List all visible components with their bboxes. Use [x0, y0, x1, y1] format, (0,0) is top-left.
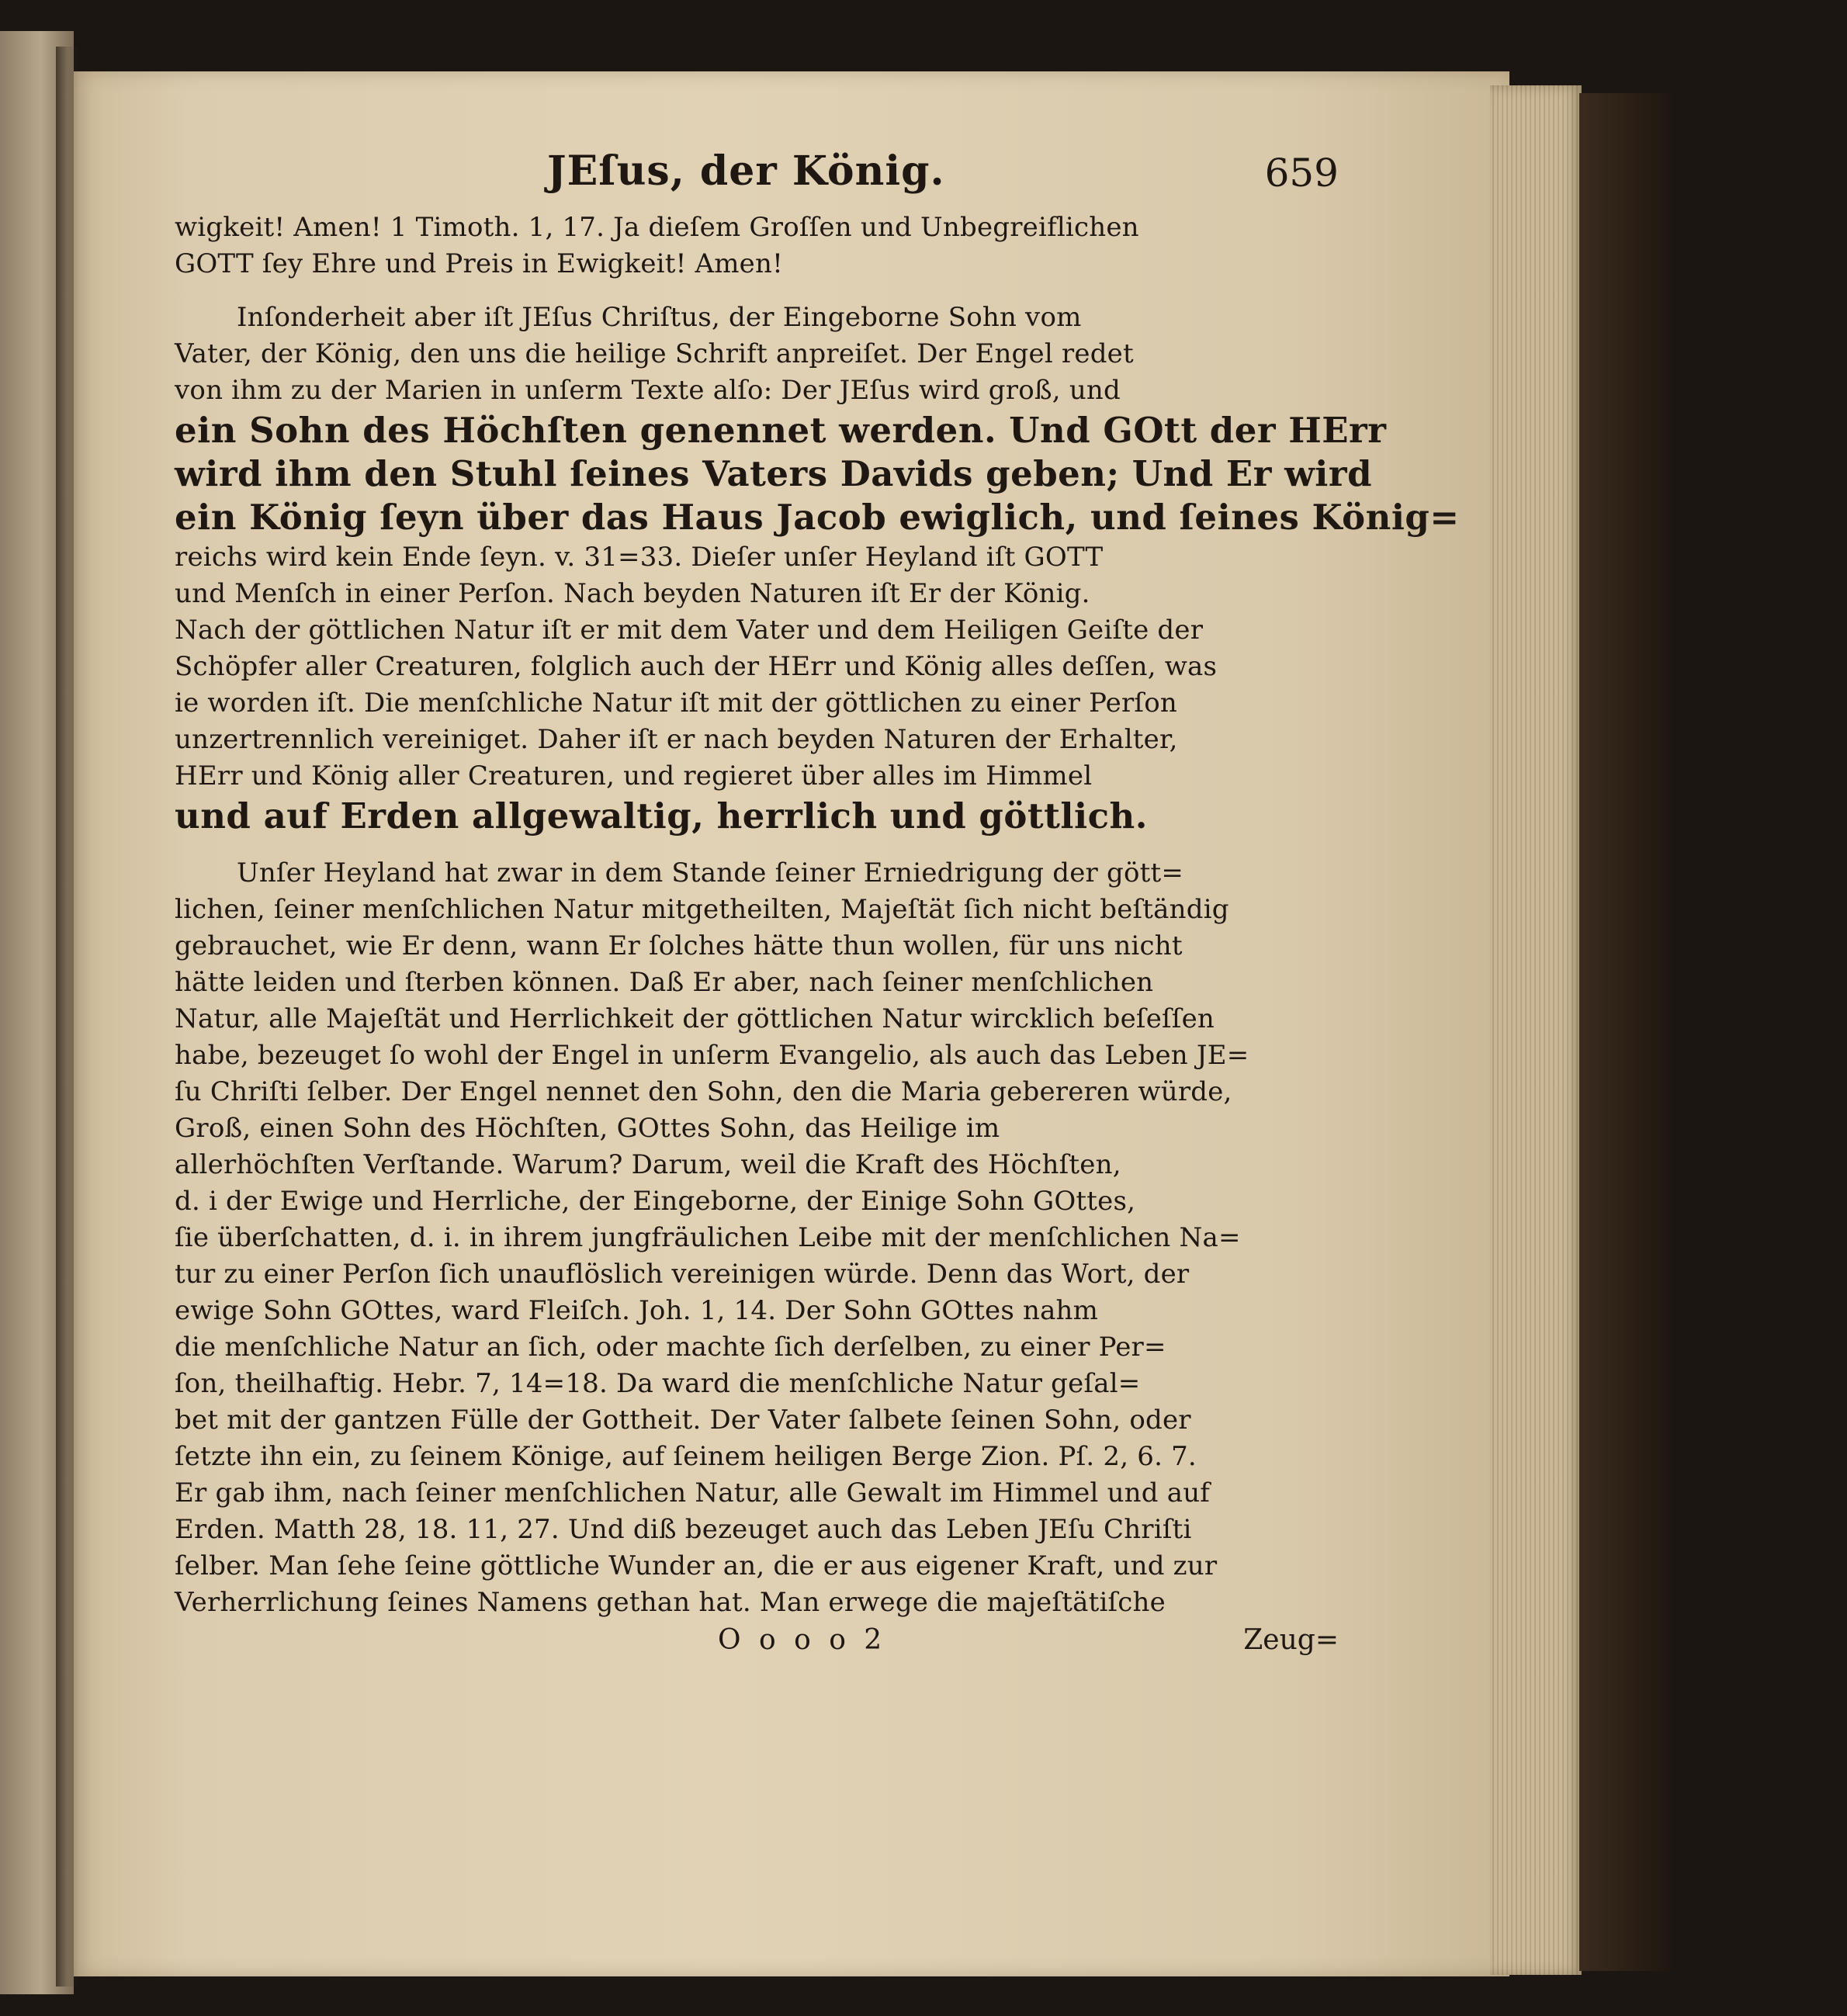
text-line: und Menſch in einer Perſon. Nach beyden Naturen iſt Er der König. — [175, 578, 1090, 609]
text-line: Unſer Heyland hat zwar in dem Stande ſeiner Erniedrigung der gött= — [237, 857, 1184, 888]
paragraph-gap — [175, 838, 1354, 855]
text-line: Nach der göttlichen Natur iſt er mit dem Vater und dem Heiligen Geiſte der — [175, 615, 1204, 646]
text-line: wigkeit! Amen! 1 Timoth. 1, 17. Ja dieſem Groſſen und Unbegreiflichen — [175, 212, 1139, 243]
text-line: allerhöchſten Verſtande. Warum? Darum, weil die Kraft des Höchſten, — [175, 1149, 1121, 1180]
text-line: gebrauchet, wie Er denn, wann Er ſolches hätte thun wollen, für uns nicht — [175, 930, 1183, 961]
text-line: ſie überſchatten, d. i. in ihrem jungfräulichen Leibe mit der menſchlichen Na= — [175, 1222, 1241, 1253]
text-line-emphasis: wird ihm den Stuhl ſeines Vaters Davids geben; Und Er wird — [175, 453, 1373, 494]
text-line: ſon, theilhaftig. Hebr. 7, 14=18. Da ward die menſchliche Natur geſal= — [175, 1368, 1141, 1399]
text-line: hätte leiden und ſterben können. Daß Er aber, nach ſeiner menſchlichen — [175, 967, 1154, 998]
text-line: ſetzte ihn ein, zu ſeinem Könige, auf ſeinem heiligen Berge Zion. Pſ. 2, 6. 7. — [175, 1441, 1197, 1472]
text-line: von ihm zu der Marien in unſerm Texte alſo: Der JEſus wird groß, und — [175, 375, 1121, 406]
text-line: ſu Chriſti ſelber. Der Engel nennet den Sohn, den die Maria gebereren würde, — [175, 1076, 1232, 1107]
text-line: tur zu einer Perſon ſich unauflöslich vereinigen würde. Denn das Wort, der — [175, 1259, 1190, 1290]
paragraph-gap — [175, 282, 1354, 300]
text-line: bet mit der gantzen Fülle der Gottheit. Der Vater ſalbete ſeinen Sohn, oder — [175, 1405, 1191, 1436]
text-line: Groß, einen Sohn des Höchſten, GOttes Sohn, das Heilige im — [175, 1113, 1000, 1144]
text-line-emphasis: ein König ſeyn über das Haus Jacob ewiglich, und ſeines König= — [175, 497, 1460, 538]
page-number: 659 — [1264, 151, 1339, 196]
text-line: unzertrennlich vereiniget. Daher iſt er nach beyden Naturen der Erhalter, — [175, 724, 1178, 755]
text-block — [175, 140, 1460, 1663]
page-edges — [1490, 85, 1582, 1975]
text-line: Verherrlichung ſeines Namens gethan hat. Man erwege die majeſtätiſche — [175, 1587, 1166, 1618]
running-head — [175, 140, 1354, 210]
text-line: ie worden iſt. Die menſchliche Natur iſt mit der göttlichen zu einer Perſon — [175, 688, 1177, 719]
text-line: Erden. Matth 28, 18. 11, 27. Und diß bezeuget auch das Leben JEſu Chriſti — [175, 1514, 1192, 1545]
text-line: die menſchliche Natur an ſich, oder machte ſich derſelben, zu einer Per= — [175, 1332, 1166, 1363]
text-line-emphasis: ein Sohn des Höchſten genennet werden. Und GOtt der HErr — [175, 410, 1387, 451]
running-head-title: JEſus, der König. — [547, 147, 945, 195]
text-line: Vater, der König, den uns die heilige Schrift anpreiſet. Der Engel redet — [175, 338, 1134, 369]
text-line: GOTT ſey Ehre und Preis in Ewigkeit! Amen! — [175, 248, 783, 279]
text-line: Natur, alle Majeſtät und Herrlichkeit der göttlichen Natur wircklich beſeſſen — [175, 1003, 1215, 1034]
page-footer — [175, 1624, 1354, 1663]
catchword: Zeug= — [1243, 1624, 1339, 1656]
text-line: ſelber. Man ſehe ſeine göttliche Wunder an, die er aus eigener Kraft, und zur — [175, 1550, 1218, 1581]
text-line: HErr und König aller Creaturen, und regieret über alles im Himmel — [175, 760, 1093, 792]
text-line: Inſonderheit aber iſt JEſus Chriſtus, der Eingeborne Sohn vom — [237, 302, 1082, 333]
text-line: d. i der Ewige und Herrliche, der Eingeborne, der Einige Sohn GOttes, — [175, 1186, 1136, 1217]
text-line: habe, bezeuget ſo wohl der Engel in unſerm Evangelio, als auch das Leben JE= — [175, 1040, 1249, 1071]
text-line-emphasis: und auf Erden allgewaltig, herrlich und göttlich. — [175, 795, 1148, 837]
text-line: ewige Sohn GOttes, ward Fleiſch. Joh. 1, 14. Der Sohn GOttes nahm — [175, 1295, 1099, 1326]
book-cover-edge — [1579, 93, 1672, 1971]
text-line: reichs wird kein Ende ſeyn. v. 31=33. Dieſer unſer Heyland iſt GOTT — [175, 542, 1104, 573]
text-line: lichen, ſeiner menſchlichen Natur mitgetheilten, Majeſtät ſich nicht beſtändig — [175, 894, 1229, 925]
text-line: Schöpfer aller Creaturen, folglich auch der HErr und König alles deſſen, was — [175, 651, 1218, 682]
page-gutter — [56, 47, 79, 1987]
signature-mark: O o o o 2 — [718, 1624, 887, 1656]
text-line: Er gab ihm, nach ſeiner menſchlichen Natur, alle Gewalt im Himmel und auf — [175, 1477, 1211, 1509]
